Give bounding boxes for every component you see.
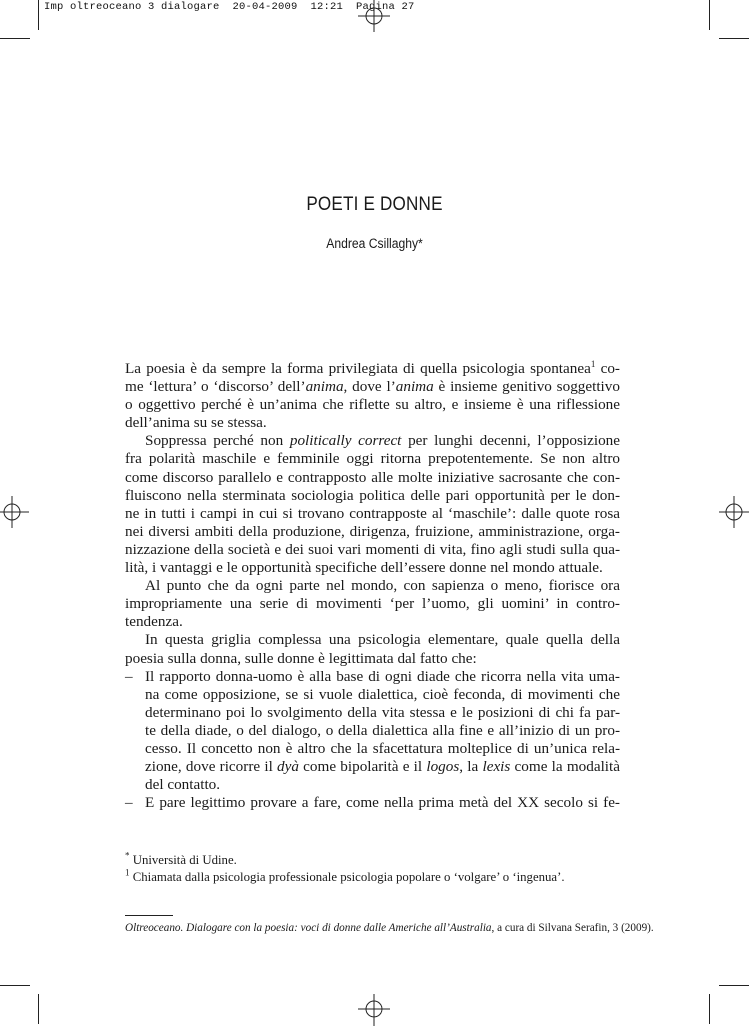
crop-mark: [709, 994, 710, 1024]
paragraph: [125, 432, 620, 577]
text-line: o oggettivo perché è un’anima che riflette su altro, e insieme è una riflessione: [125, 396, 620, 414]
page-title: POETI E DONNE: [306, 194, 443, 215]
footnote-mark: 1: [125, 867, 130, 878]
text-line: La poesia è da sempre la forma privilegiata di quella psicologia spontanea$^1$ co-: [125, 358, 620, 377]
text-line: Al punto che da ogni parte nel mondo, con sapienza o meno, fiorisce ora: [145, 577, 620, 595]
crop-mark: [38, 994, 39, 1024]
text-line: del contatto.: [145, 776, 221, 794]
emphasis: logos: [426, 758, 460, 776]
footnote-mark: *: [125, 850, 130, 861]
crop-mark: [0, 38, 30, 39]
footnote: * Università di Udine.: [125, 850, 237, 867]
text-line: impropriamente una serie di movimenti ‘per l’uomo, gli uomini’ in contro-: [125, 595, 620, 613]
crop-mark: [709, 0, 710, 30]
paragraph: [125, 631, 620, 667]
list-dash: –: [125, 667, 133, 685]
paragraph: [125, 360, 620, 432]
emphasis: politically correct: [289, 432, 402, 450]
text-line: Soppressa perché non politically correct per lunghi decenni, l’opposizione: [145, 432, 620, 450]
text-line: zione, dove ricorre il dyà come bipolarità e il logos, la lexis come la modalità: [145, 758, 620, 776]
text-line: In questa griglia complessa una psicologia elementare, quale quella della: [145, 631, 620, 649]
text-line: me ‘lettura’ o ‘discorso’ dell’anima, dove l’anima è insieme genitivo soggettivo: [125, 378, 620, 396]
journal-title: Oltreoceano. Dialogare con la poesia: voci di donne dalle Americhe all’Australia: [125, 922, 492, 934]
printer-slug: Imp oltreoceano 3 dialogare 20-04-2009 12:21 Pagina 27: [44, 1, 415, 13]
paragraph: [125, 577, 620, 631]
list-dash: –: [125, 794, 133, 812]
list-item: [125, 794, 620, 812]
footnote-ref: 1: [590, 358, 596, 369]
emphasis: anima: [305, 378, 344, 396]
article-body: [125, 360, 620, 812]
text-line: fluiscono nella sterminata sociologia politica delle pari opportunità per le don-: [125, 486, 620, 504]
emphasis: lexis: [482, 758, 511, 776]
emphasis: anima: [395, 378, 434, 396]
text-line: lità, i vantaggi e le opportunità specifiche dell’essere donne nel mondo attuale.: [125, 559, 603, 577]
footnotes: [125, 852, 620, 886]
crop-mark: [0, 985, 30, 986]
text-line: na come opposizione, se si vuole dialettica, cioè feconda, di movimenti che: [145, 685, 620, 703]
text-line: fra polarità maschile e femminile oggi ritorna prepotentemente. Se non altro: [125, 450, 620, 468]
text-line: ne in tutti i campi in cui si trovano contrapposte al ‘maschile’: dalle quote rosa: [125, 504, 620, 522]
source-divider: [125, 915, 173, 916]
crop-mark: [719, 985, 749, 986]
registration-mark-icon: [357, 0, 391, 34]
emphasis: dyà: [277, 758, 299, 776]
registration-mark-icon: [357, 992, 391, 1026]
text-line: cesso. Il concetto non è altro che la sfacettatura molteplice di un’unica rela-: [145, 739, 620, 757]
text-line: nizzazione della società e dei suoi vari momenti di vita, fino agli studi sulla qua-: [125, 540, 620, 558]
list-item: [125, 668, 620, 795]
text-line: come discorso parallelo e contrapposto alle molte iniziative sacrosante che con-: [125, 468, 620, 486]
crop-mark: [719, 38, 749, 39]
text-line: te della diade, o del dialogo, o della dialettica alla fine e all’inizio di un pro-: [145, 721, 620, 739]
author-name: Andrea Csillaghy*: [326, 236, 423, 251]
text-line: poesia sulla donna, sulle donne è legittimata dal fatto che:: [125, 649, 477, 667]
text-line: determinano poi lo svolgimento della vita stessa e le posizioni di chi fa par-: [145, 703, 620, 721]
crop-mark: [38, 0, 39, 30]
text-line: nei diversi ambiti della produzione, dirigenza, fruizione, amministrazione, orga-: [125, 522, 620, 540]
text-line: Il rapporto donna-uomo è alla base di ogni diade che ricorra nella vita uma-: [145, 667, 620, 685]
text-line: tendenza.: [125, 613, 183, 631]
text-line: E pare legittimo provare a fare, come nella prima metà del XX secolo si fe-: [145, 794, 620, 812]
registration-mark-icon: [717, 495, 749, 529]
text-line: dell’anima su se stessa.: [125, 414, 267, 432]
footnote: $^1$ Chiamata dalla psicologia professionale psicologia popolare o ‘volgare’ o ‘ingenua’.: [125, 867, 565, 884]
registration-mark-icon: [0, 495, 31, 529]
source-citation: Oltreoceano. Dialogare con la poesia: voci di donne dalle Americhe all’Australia, a cura di Silvana Serafin, 3 (2009).: [125, 922, 654, 934]
